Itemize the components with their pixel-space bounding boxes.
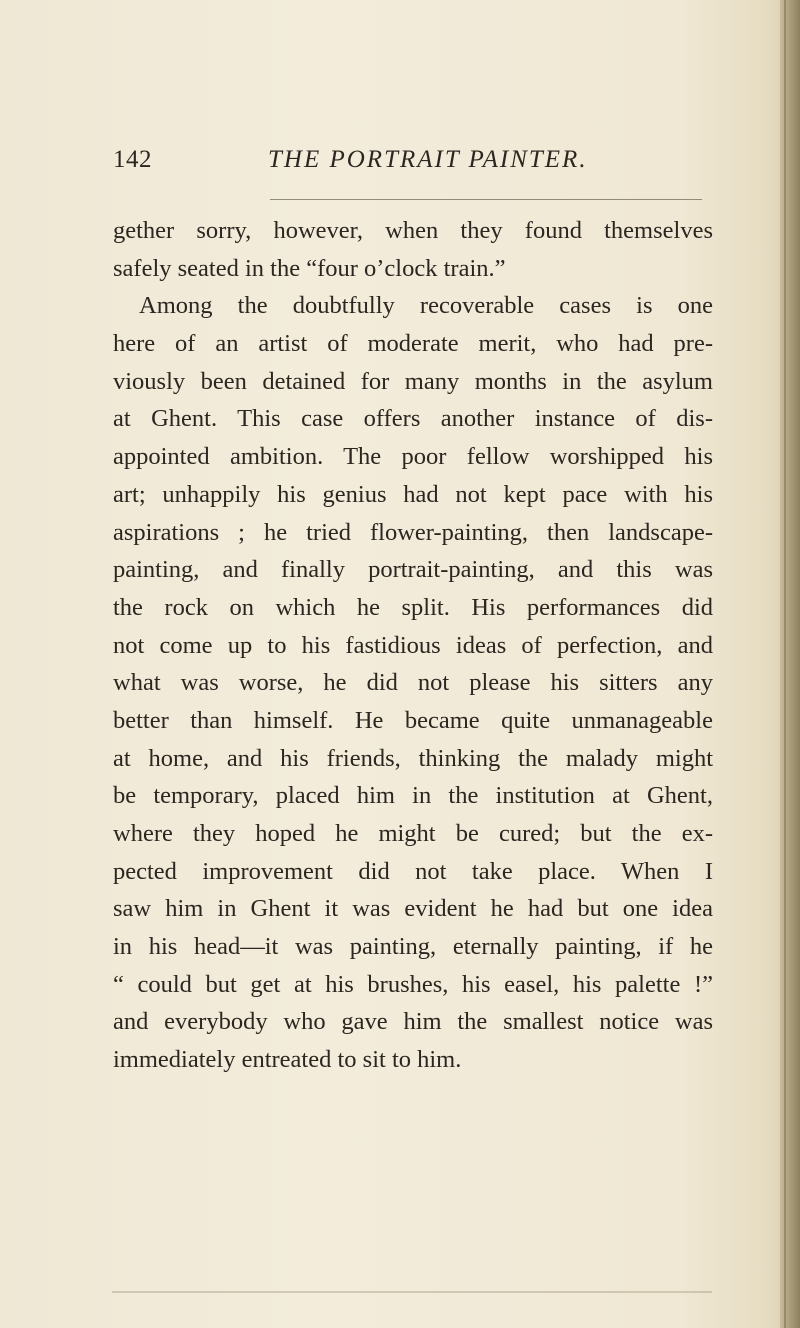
page-edge [780,0,800,1328]
page-number: 142 [113,146,152,173]
page-header [113,146,713,178]
page-edge-line [784,0,786,1328]
text-line: and everybody who gave him the smallest notice was [113,1008,713,1036]
text-line: safely seated in the “four o’clock train.” [113,254,506,282]
text-line: art; unhappily his genius had not kept pace with his [113,480,713,508]
text-line: here of an artist of moderate merit, who had pre- [113,330,713,358]
body-text [113,212,713,1079]
text-line: in his head—it was painting, eternally painting, if he [113,933,713,961]
text-line: better than himself. He became quite unmanageable [113,706,713,734]
text-line: where they hoped he might be cured; but the ex- [113,820,713,847]
text-line: be temporary, placed him in the institution at Ghent, [113,782,713,810]
text-line: at Ghent. This case offers another instance of dis- [113,405,713,433]
text-line: saw him in Ghent it was evident he had but one idea [113,895,713,923]
text-line: gether sorry, however, when they found themselves [113,217,713,244]
text-line: what was worse, he did not please his sitters any [113,669,713,697]
text-line: “ could but get at his brushes, his easel, his palette !” [113,970,713,998]
text-line: the rock on which he split. His performances did [113,593,713,621]
text-line: aspirations ; he tried flower-painting, then landscape- [113,518,713,546]
text-line: viously been detained for many months in the asylum [113,367,713,395]
header-rule [270,199,702,200]
text-line: at home, and his friends, thinking the malady might [113,744,713,772]
bottom-smudge [112,1291,712,1293]
text-line: immediately entreated to sit to him. [113,1046,462,1074]
text-line: not come up to his fastidious ideas of perfection, and [113,631,713,659]
running-title: THE PORTRAIT PAINTER. [268,146,588,173]
text-line: painting, and finally portrait-painting, and this was [113,556,713,584]
text-line: appointed ambition. The poor fellow worshipped his [113,443,713,471]
text-line: pected improvement did not take place. When I [113,857,713,885]
paragraph-start-line: Among the doubtfully recoverable cases is one [139,292,713,320]
